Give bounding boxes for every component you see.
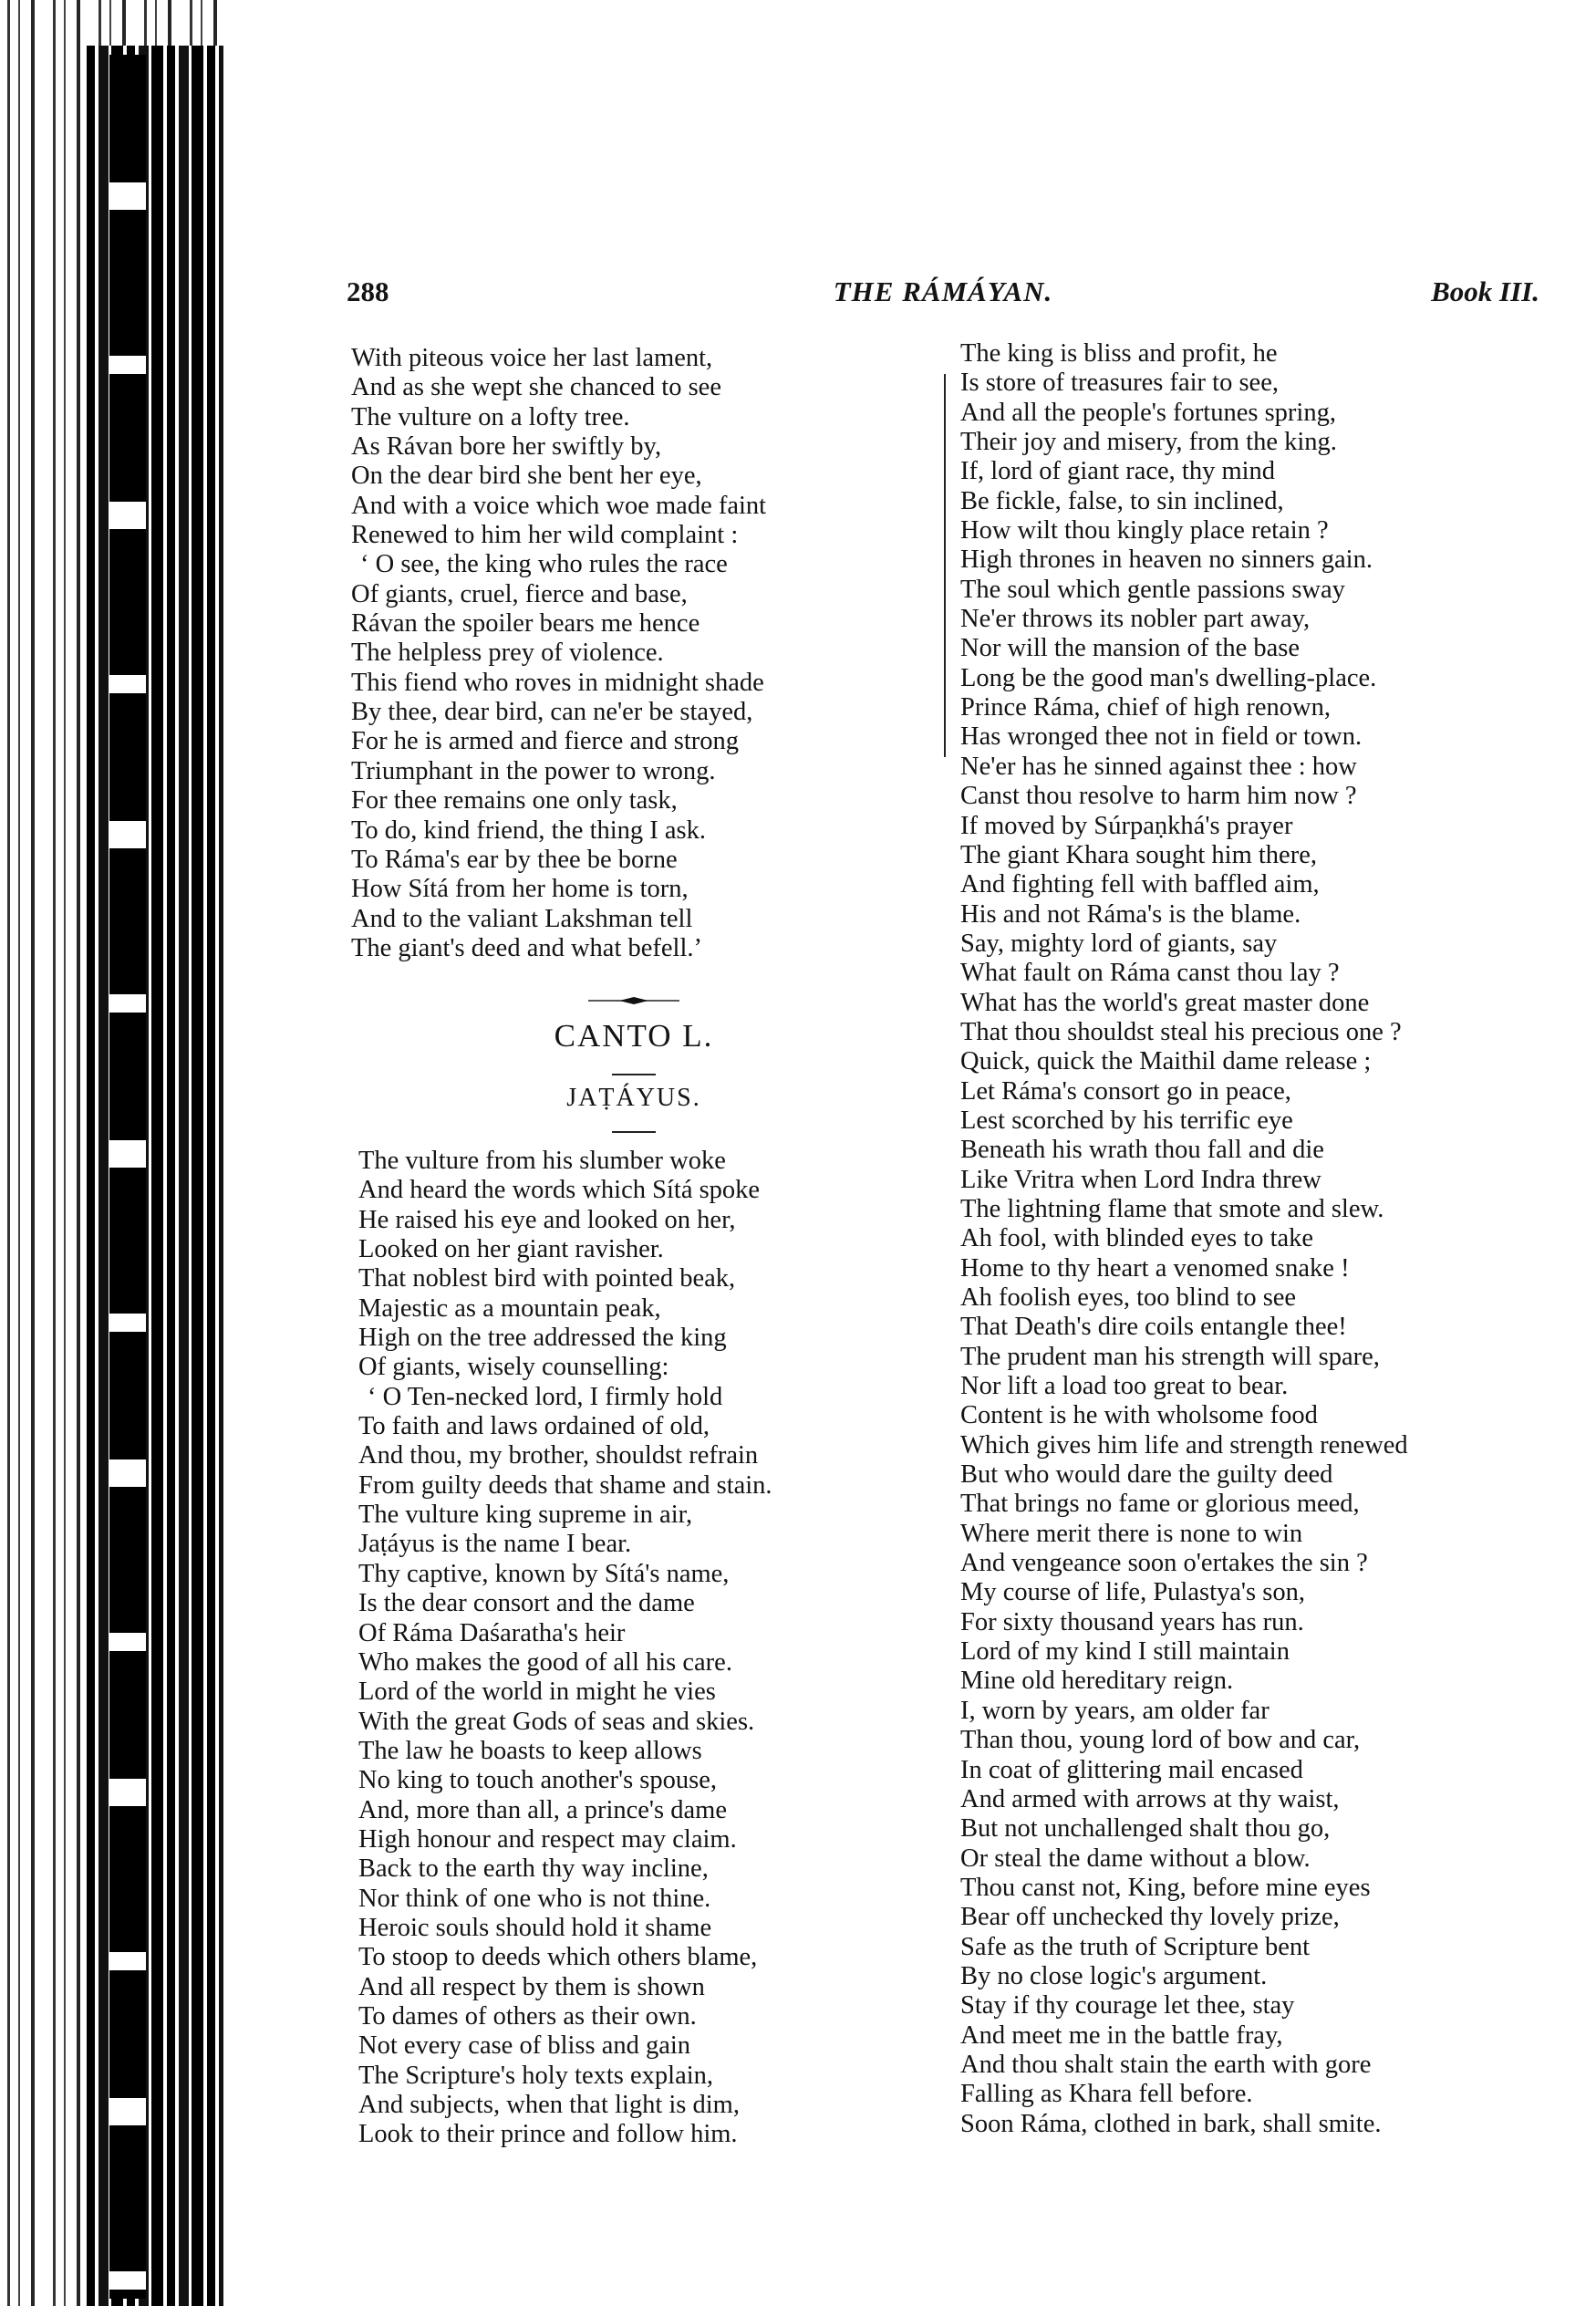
- verse-line: The vulture from his slumber woke: [358, 1147, 726, 1175]
- verse-line: And subjects, when that light is dim,: [358, 2091, 740, 2119]
- verse-line: Back to the earth thy way incline,: [358, 1854, 709, 1884]
- verse-line: Has wronged thee not in field or town.: [960, 722, 1363, 752]
- verse-line: Rávan the spoiler bears me hence: [351, 609, 700, 639]
- verse-line: Triumphant in the power to wrong.: [351, 756, 716, 785]
- verse-line: The lightning flame that smote and slew.: [960, 1194, 1384, 1223]
- verse-line: High on the tree addressed the king: [358, 1324, 727, 1353]
- verse-line: Beneath his wrath thou fall and die: [960, 1136, 1324, 1165]
- verse-line: And, more than all, a prince's dame: [358, 1795, 727, 1824]
- verse-line: The law he boasts to keep allows: [358, 1736, 702, 1765]
- verse-line: That thou shouldst steal his precious one ?: [960, 1017, 1402, 1046]
- verse-line: That Death's dire coils entangle thee!: [960, 1313, 1347, 1342]
- verse-line: His and not Ráma's is the blame.: [960, 899, 1301, 929]
- verse-line: To faith and laws ordained of old,: [358, 1412, 710, 1441]
- verse-line: The vulture on a lofty tree.: [351, 402, 630, 431]
- verse-line: Ah foolish eyes, too blind to see: [960, 1283, 1297, 1312]
- verse-line: Lord of my kind I still maintain: [960, 1637, 1290, 1667]
- verse-line: The Scripture's holy texts explain,: [358, 2061, 714, 2090]
- verse-line: By no close logic's argument.: [960, 1961, 1268, 1990]
- verse-line: The giant Khara sought him there,: [960, 840, 1317, 869]
- verse-line: With piteous voice her last lament,: [351, 344, 713, 372]
- verse-line: Bear off unchecked thy lovely prize,: [960, 1903, 1340, 1932]
- verse-line: If moved by Súrpaṇkhá's prayer: [960, 811, 1293, 840]
- verse-line: By thee, dear bird, can ne'er be stayed,: [351, 698, 753, 727]
- verse-line: With the great Gods of seas and skies.: [358, 1707, 755, 1736]
- verse-line: That noblest bird with pointed beak,: [358, 1264, 736, 1293]
- verse-line: Canst thou resolve to harm him now ?: [960, 782, 1357, 811]
- verse-line: For thee remains one only task,: [351, 786, 678, 815]
- verse-line: Of giants, wisely counselling:: [358, 1353, 669, 1382]
- verse-line: Say, mighty lord of giants, say: [960, 929, 1278, 958]
- running-title: THE RÁMÁYAN.: [833, 275, 1053, 307]
- verse-line: What fault on Ráma canst thou lay ?: [960, 959, 1340, 988]
- verse-line: Heroic souls should hold it shame: [358, 1913, 712, 1942]
- verse-line: Mine old hereditary reign.: [960, 1667, 1234, 1696]
- book-reference: Book III.: [1431, 275, 1539, 307]
- verse-line: Of giants, cruel, fierce and base,: [351, 579, 688, 608]
- verse-line: Is store of treasures fair to see,: [960, 369, 1279, 398]
- verse-line: Where merit there is none to win: [960, 1519, 1303, 1548]
- verse-line: Than thou, young lord of bow and car,: [960, 1726, 1361, 1755]
- verse-line: Nor will the mansion of the base: [960, 634, 1301, 663]
- verse-line: And thou, my brother, shouldst refrain: [358, 1441, 759, 1470]
- verse-line: My course of life, Pulastya's son,: [960, 1578, 1305, 1607]
- verse-line: Stay if thy courage let thee, stay: [960, 1991, 1295, 2020]
- verse-line: Safe as the truth of Scripture bent: [960, 1932, 1311, 1961]
- verse-line: In coat of glittering mail encased: [960, 1755, 1303, 1784]
- verse-line: For he is armed and fierce and strong: [351, 727, 739, 756]
- verse-line: Let Ráma's consort go in peace,: [960, 1076, 1291, 1106]
- verse-line: And vengeance soon o'ertakes the sin ?: [960, 1549, 1368, 1578]
- verse-line: Majestic as a mountain peak,: [358, 1293, 661, 1323]
- verse-line: Looked on her giant ravisher.: [358, 1235, 664, 1264]
- verse-line: What has the world's great master done: [960, 988, 1370, 1017]
- verse-line: Which gives him life and strength renewed: [960, 1430, 1408, 1459]
- verse-line: And meet me in the battle fray,: [960, 2020, 1283, 2050]
- verse-line: Long be the good man's dwelling-place.: [960, 663, 1377, 692]
- verse-line: For sixty thousand years has run.: [960, 1607, 1304, 1636]
- verse-line: The prudent man his strength will spare,: [960, 1342, 1380, 1371]
- title-rule: [612, 1074, 656, 1075]
- column-divider: [944, 374, 946, 757]
- verse-line: And heard the words which Sítá spoke: [358, 1176, 761, 1205]
- verse-line: And fighting fell with baffled aim,: [960, 870, 1320, 899]
- verse-line: This fiend who roves in midnight shade: [351, 668, 764, 697]
- verse-line: He raised his eye and looked on her,: [358, 1205, 736, 1234]
- verse-line: And to the valiant Lakshman tell: [351, 904, 693, 933]
- page-header: [347, 275, 1539, 321]
- verse-line: But not unchallenged shalt thou go,: [960, 1814, 1331, 1844]
- section-ornament: [588, 997, 679, 1004]
- scanned-binding-shadow: [87, 46, 223, 2306]
- verse-line: From guilty deeds that shame and stain.: [358, 1470, 772, 1500]
- verse-line: But who would dare the guilty deed: [960, 1460, 1333, 1490]
- verse-line: And all respect by them is shown: [358, 1972, 705, 2001]
- verse-line: High thrones in heaven no sinners gain.: [960, 545, 1373, 575]
- verse-line: Who makes the good of all his care.: [358, 1647, 732, 1677]
- verse-line: Ne'er has he sinned against thee : how: [960, 752, 1357, 781]
- verse-line: And armed with arrows at thy waist,: [960, 1784, 1340, 1813]
- verse-line: Thy captive, known by Sítá's name,: [358, 1559, 730, 1588]
- verse-line: Home to thy heart a venomed snake !: [960, 1253, 1350, 1283]
- verse-line: Ne'er throws its nobler part away,: [960, 605, 1311, 634]
- verse-line: Content is he with wholsome food: [960, 1401, 1318, 1430]
- verse-line: To Ráma's ear by thee be borne: [351, 845, 678, 874]
- verse-line: How Sítá from her home is torn,: [351, 875, 689, 904]
- verse-line: Like Vritra when Lord Indra threw: [960, 1165, 1321, 1194]
- verse-line: No king to touch another's spouse,: [358, 1766, 718, 1795]
- verse-line: Quick, quick the Maithil dame release ;: [960, 1047, 1372, 1076]
- verse-line: The giant's deed and what befell.’: [351, 933, 702, 962]
- verse-line: The helpless prey of violence.: [351, 639, 664, 668]
- verse-line: Nor think of one who is not thine.: [358, 1884, 711, 1913]
- verse-line: To stoop to deeds which others blame,: [358, 1943, 758, 1972]
- verse-line: To do, kind friend, the thing I ask.: [351, 815, 707, 845]
- verse-line: To dames of others as their own.: [358, 2001, 697, 2031]
- verse-line: Lord of the world in might he vies: [358, 1678, 716, 1707]
- left-column-verse-top: [351, 344, 935, 963]
- verse-line: If, lord of giant race, thy mind: [960, 457, 1276, 486]
- verse-line: And thou shalt stain the earth with gore: [960, 2050, 1372, 2079]
- verse-line: And with a voice which woe made faint: [351, 491, 767, 520]
- verse-line: Ah fool, with blinded eyes to take: [960, 1224, 1314, 1253]
- verse-line: Falling as Khara fell before.: [960, 2080, 1253, 2109]
- verse-line: I, worn by years, am older far: [960, 1696, 1270, 1725]
- verse-line: High honour and respect may claim.: [358, 1824, 737, 1854]
- verse-line: The vulture king supreme in air,: [358, 1501, 693, 1530]
- verse-line: Is the dear consort and the dame: [358, 1589, 695, 1618]
- verse-line: ‘ O Ten-necked lord, I firmly hold: [368, 1382, 723, 1411]
- left-column-verse-bottom: [358, 1147, 942, 2150]
- verse-line: Nor lift a load too great to bear.: [960, 1372, 1289, 1401]
- verse-line: The soul which gentle passions sway: [960, 575, 1345, 604]
- verse-line: Jaṭáyus is the name I bear.: [358, 1530, 632, 1559]
- verse-line: The king is bliss and profit, he: [960, 339, 1278, 368]
- verse-line: Thou canst not, King, before mine eyes: [960, 1873, 1371, 1902]
- verse-line: That brings no fame or glorious meed,: [960, 1490, 1360, 1519]
- canto-subtitle: JAṬÁYUS.: [566, 1084, 701, 1112]
- verse-line: How wilt thou kingly place retain ?: [960, 516, 1329, 545]
- verse-line: As Rávan bore her swiftly by,: [351, 432, 662, 462]
- page-number: 288: [347, 275, 389, 307]
- verse-line: Look to their prince and follow him.: [358, 2120, 738, 2149]
- right-column-verse: [960, 339, 1549, 2139]
- verse-line: ‘ O see, the king who rules the race: [360, 550, 728, 579]
- verse-line: Not every case of bliss and gain: [358, 2031, 691, 2061]
- verse-line: Of Ráma Daśaratha's heir: [358, 1618, 626, 1647]
- verse-line: On the dear bird she bent her eye,: [351, 462, 702, 491]
- verse-line: Be fickle, false, to sin inclined,: [960, 486, 1284, 515]
- verse-line: Prince Ráma, chief of high renown,: [960, 693, 1331, 722]
- verse-line: Their joy and misery, from the king.: [960, 428, 1337, 457]
- scanned-binding-blocks: [109, 55, 146, 2299]
- verse-line: Lest scorched by his terrific eye: [960, 1106, 1293, 1135]
- verse-line: And all the people's fortunes spring,: [960, 398, 1336, 427]
- verse-line: And as she wept she chanced to see: [351, 373, 721, 402]
- verse-line: Renewed to him her wild complaint :: [351, 521, 739, 550]
- verse-line: Or steal the dame without a blow.: [960, 1844, 1311, 1873]
- canto-title: CANTO L.: [554, 1018, 714, 1054]
- subtitle-rule: [612, 1131, 656, 1133]
- verse-line: Soon Ráma, clothed in bark, shall smite.: [960, 2109, 1382, 2138]
